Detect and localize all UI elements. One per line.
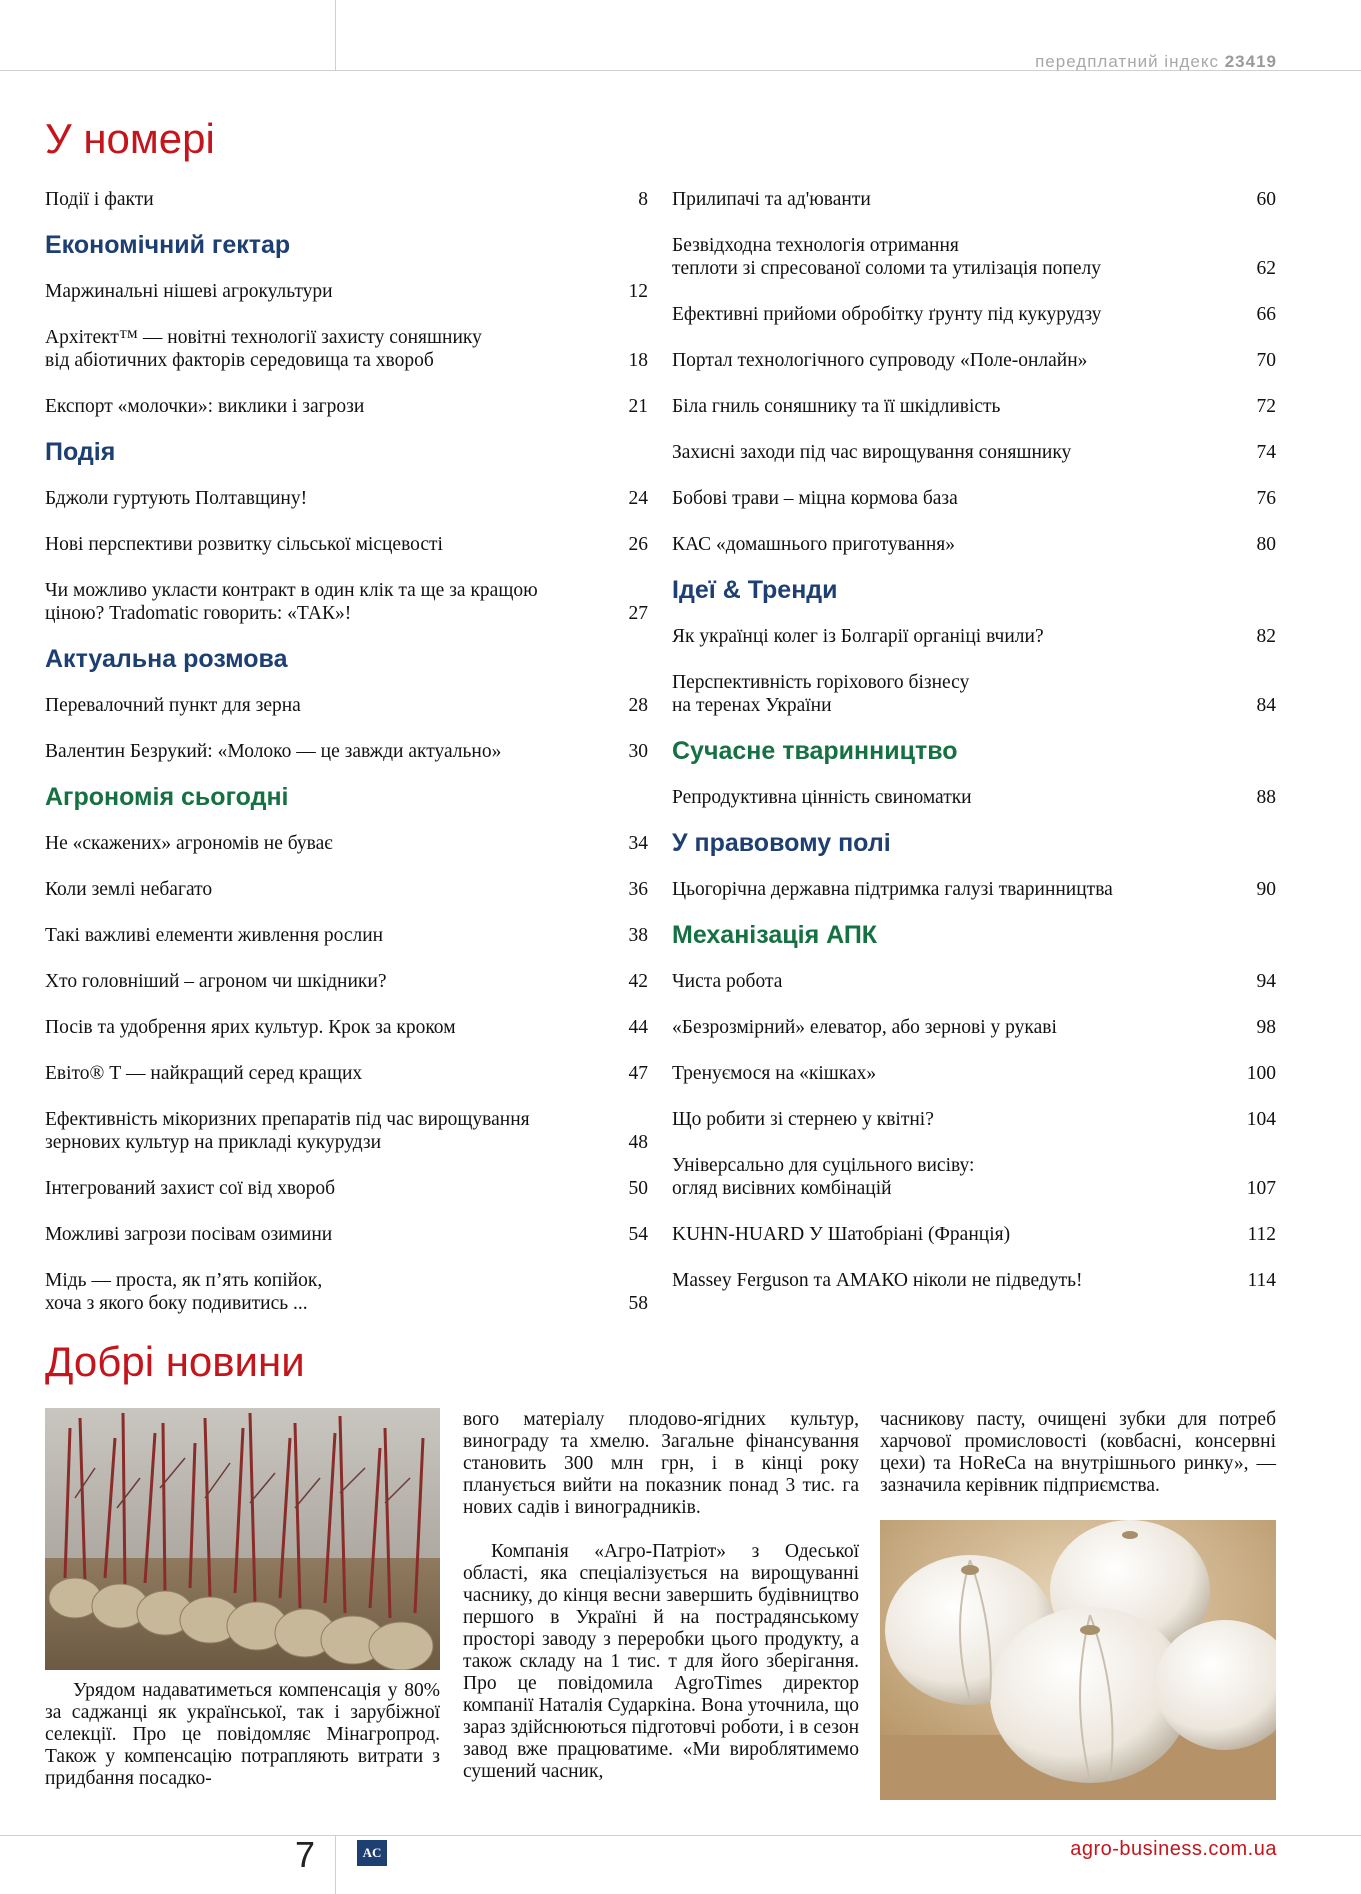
toc-entry-title-line: Хто головніший – агроном чи шкідники?: [45, 971, 387, 992]
toc-entry[interactable]: [672, 1016, 1276, 1039]
toc-entry-page: 94: [1256, 971, 1276, 992]
toc-entry-title-line: Евіто® Т — найкращий серед кращих: [45, 1063, 363, 1084]
toc-entry-title-line: Захисні заходи під час вирощування соняшнику: [672, 442, 1072, 463]
toc-entry-page: 12: [628, 281, 648, 302]
footer-divider: [0, 1835, 1361, 1836]
toc-entry-page: 107: [1246, 1178, 1276, 1199]
toc-entry-title-line: Нові перспективи розвитку сільської місцевості: [45, 534, 443, 555]
toc-section-heading: Ідеї & Тренди: [672, 576, 838, 604]
toc-entry[interactable]: [45, 487, 648, 510]
toc-section-heading: Подія: [45, 438, 116, 466]
toc-entry-title-line: Чи можливо укласти контракт в один клік та ще за кращою: [45, 580, 538, 601]
toc-entry[interactable]: [45, 280, 648, 303]
toc-entry[interactable]: [672, 349, 1276, 372]
footer-divider-vertical: [335, 1835, 336, 1894]
toc-entry-page: 26: [628, 534, 648, 555]
toc-entry[interactable]: [672, 487, 1276, 510]
toc-right-column: [672, 188, 1276, 1315]
toc-entry-title-line: Бобові трави – міцна кормова база: [672, 488, 958, 509]
toc-entry-title-line: Перспективність горіхового бізнесу: [672, 672, 970, 693]
toc-entry[interactable]: [45, 1269, 648, 1315]
toc-entry-title-line: Massey Ferguson та АМАКО ніколи не підведуть!: [672, 1270, 1083, 1291]
toc-entry[interactable]: [672, 395, 1276, 418]
toc-entry[interactable]: [672, 1062, 1276, 1085]
toc-entry[interactable]: [45, 1016, 648, 1039]
toc-entry-page: 114: [1247, 1270, 1276, 1291]
toc-entry[interactable]: [45, 1223, 648, 1246]
toc-entry-page: 18: [628, 350, 648, 371]
toc-entry[interactable]: [45, 1177, 648, 1200]
toc-entry-page: 48: [628, 1132, 648, 1153]
toc-entry-title-line: Такі важливі елементи живлення рослин: [45, 925, 384, 946]
subscription-index: передплатний індекс 23419: [1035, 52, 1277, 71]
news-text-2b: Компанія «Агро-Патріот» з Одеської області, яка спеціалізується на вирощуванні часнику, до кінця весни завершить будівництво першого в Україні й на пострадянському просторі заводу з переробки цього продукту, а також складу на 1 тис. т для його зберігання. Про це повідомила AgroTimes директор компанії Наталія Сударкіна. Вона уточнила, що зараз здійснюються підготовчі роботи, і в сезон завод вже працюватиме. «Ми вироблятимемо сушений часник,: [463, 1541, 859, 1782]
toc-entry-title-line: Інтегрований захист сої від хвороб: [45, 1178, 336, 1199]
news-column-3: [880, 1409, 1276, 1497]
toc-entry-title-line: «Безрозмірний» елеватор, або зернові у рукаві: [672, 1017, 1057, 1038]
news-title: Добрі новини: [45, 1338, 305, 1385]
toc-entry-title-line: Не «скажених» агрономів не буває: [45, 833, 333, 854]
toc-entry[interactable]: [672, 234, 1276, 280]
toc-entry[interactable]: [672, 533, 1276, 556]
toc-entry-title-line: Репродуктивна цінність свиноматки: [672, 787, 972, 808]
toc-entry[interactable]: [672, 625, 1276, 648]
toc-entry[interactable]: [45, 970, 648, 993]
toc-entry[interactable]: [45, 533, 648, 556]
toc-entry-title-line: Що робити зі стернею у квітні?: [672, 1109, 934, 1130]
toc-entry-page: 58: [628, 1293, 648, 1314]
toc-entry[interactable]: [45, 832, 648, 855]
toc-entry-page: 47: [628, 1063, 648, 1084]
toc-entry-page: 54: [628, 1224, 648, 1245]
toc-entry-title-line: зернових культур на прикладі кукурудзи: [45, 1132, 382, 1153]
toc-entry-title-line: Універсально для суцільного висіву:: [672, 1155, 975, 1176]
toc-entry[interactable]: [45, 740, 648, 763]
toc-entry-title-line: Можливі загрози посівам озимини: [45, 1224, 333, 1245]
toc-entry-page: 50: [628, 1178, 648, 1199]
toc-entry-page: 112: [1247, 1224, 1276, 1245]
toc-entry[interactable]: [672, 1154, 1276, 1200]
toc-entry-title-line: Експорт «молочки»: виклики і загрози: [45, 396, 365, 417]
toc-entry-title-line: Портал технологічного супроводу «Поле-онлайн»: [672, 350, 1088, 371]
toc-section-heading: Актуальна розмова: [45, 645, 288, 673]
toc-entry-title-line: ціною? Tradomatic говорить: «ТАК»!: [45, 603, 352, 624]
news-text-2a: вого матеріалу плодово-ягідних культур, винограду та хмелю. Загальне фінансування становить 300 млн грн, і в кінці року планується вийти на показник понад 3 тис. га нових садів і виноградників.: [463, 1409, 859, 1518]
toc-entry[interactable]: [672, 1269, 1276, 1292]
toc-entry-title-line: Тренуємося на «кішках»: [672, 1063, 877, 1084]
toc-entry[interactable]: [672, 878, 1276, 901]
toc-entry[interactable]: [672, 303, 1276, 326]
toc-entry-title-line: Як українці колег із Болгарії органіці вчили?: [672, 626, 1044, 647]
toc-entry[interactable]: [672, 970, 1276, 993]
toc-entry-title-line: хоча з якого боку подивитись ...: [45, 1293, 308, 1314]
toc-entry-page: 27: [628, 603, 648, 624]
toc-entry-page: 72: [1256, 396, 1276, 417]
toc-entry[interactable]: [672, 441, 1276, 464]
toc-entry-page: 62: [1256, 258, 1276, 279]
news-column-1: [45, 1680, 440, 1790]
toc-section-heading: Механізація АПК: [672, 921, 878, 949]
toc-entry-page: 98: [1256, 1017, 1276, 1038]
toc-entry[interactable]: [45, 326, 648, 372]
toc-entry-title-line: Прилипачі та ад'юванти: [672, 189, 871, 210]
toc-entry-title-line: Коли землі небагато: [45, 879, 213, 900]
toc-section-heading: Сучасне тваринництво: [672, 737, 958, 765]
toc-entry-page: 24: [628, 488, 648, 509]
toc-entry-title-line: Маржинальні нішеві агрокультури: [45, 281, 333, 302]
toc-section-heading: У правовому полі: [672, 829, 891, 857]
toc-entry-title-line: Біла гниль соняшнику та її шкідливість: [672, 396, 1001, 417]
toc-entry-page: 100: [1246, 1063, 1276, 1084]
toc-entry[interactable]: [672, 786, 1276, 809]
toc-entry-page: 28: [628, 695, 648, 716]
toc-entry[interactable]: [672, 1108, 1276, 1131]
toc-entry-title-line: теплоти зі спресованої соломи та утилізація попелу: [672, 258, 1101, 279]
header-divider-vertical: [335, 0, 336, 70]
toc-entry-title-line: Бджоли гуртують Полтавщину!: [45, 488, 308, 509]
toc-entry[interactable]: [45, 188, 648, 211]
garlic-photo: [880, 1520, 1276, 1800]
toc-entry-page: 104: [1246, 1109, 1276, 1130]
toc-entry-page: 44: [628, 1017, 648, 1038]
toc-entry-page: 76: [1256, 488, 1276, 509]
toc-entry-title-line: Архітект™ — новітні технології захисту соняшнику: [45, 327, 482, 348]
toc-entry[interactable]: [45, 694, 648, 717]
news-text-3: часникову пасту, очищені зубки для потреб харчової промисловості (ковбасні, консервні цехи) та HoReCa на внутрішнього ринку», — зазначила керівник підприємства.: [880, 1409, 1276, 1496]
toc-entry-title-line: КАС «домашнього приготування»: [672, 534, 955, 555]
toc-entry-title-line: Валентин Безрукий: «Молоко — це завжди актуально»: [45, 741, 502, 762]
news-column-2: [463, 1409, 859, 1783]
magazine-logo-icon: AC: [357, 1840, 387, 1866]
toc-entry-page: 88: [1256, 787, 1276, 808]
toc-entry-title-line: огляд висівних комбінацій: [672, 1178, 892, 1199]
toc-entry[interactable]: [45, 1062, 648, 1085]
toc-entry-page: 80: [1256, 534, 1276, 555]
toc-entry-page: 36: [628, 879, 648, 900]
toc-entry[interactable]: [45, 1108, 648, 1154]
toc-entry-page: 60: [1256, 189, 1276, 210]
toc-entry-title-line: Перевалочний пункт для зерна: [45, 695, 301, 716]
toc-entry-title-line: Цьогорічна державна підтримка галузі тваринництва: [672, 879, 1113, 900]
toc-entry-title-line: KUHN-HUARD У Шатобріані (Франція): [672, 1224, 1011, 1245]
toc-entry[interactable]: [45, 579, 648, 625]
toc-entry-title-line: Посів та удобрення ярих культур. Крок за кроком: [45, 1017, 456, 1038]
toc-entry-page: 38: [628, 925, 648, 946]
toc-entry-page: 42: [628, 971, 648, 992]
toc-entry-page: 34: [628, 833, 648, 854]
toc-entry-title-line: Ефективні прийоми обробітку ґрунту під кукурудзу: [672, 304, 1102, 325]
toc-entry-title-line: Безвідходна технологія отримання: [672, 235, 959, 256]
toc-entry-page: 70: [1256, 350, 1276, 371]
toc-entry-title-line: на теренах України: [672, 695, 832, 716]
toc-entry-page: 21: [628, 396, 648, 417]
toc-entry-page: 74: [1256, 442, 1276, 463]
toc-entry[interactable]: [45, 395, 648, 418]
toc-entry[interactable]: [45, 924, 648, 947]
toc-left-column: [45, 188, 648, 1338]
toc-entry-page: 30: [628, 741, 648, 762]
toc-entry-page: 82: [1256, 626, 1276, 647]
toc-entry-title-line: Ефективність мікоризних препаратів під час вирощування: [45, 1109, 530, 1130]
toc-section-heading: Економічний гектар: [45, 231, 291, 259]
toc-entry[interactable]: [45, 878, 648, 901]
toc-entry-page: 84: [1256, 695, 1276, 716]
news-text-1: Урядом надаватиметься компенсація у 80% за саджанці як української, так і зарубіжної селекції. Про це повідомляє Мінагропрод. Також у компенсацію потрапляють витрати з придбання посадко-: [45, 1680, 440, 1789]
toc-entry[interactable]: [672, 188, 1276, 211]
page-number: 7: [295, 1834, 316, 1875]
toc-entry-title-line: Мідь — проста, як п’ять копійок,: [45, 1270, 323, 1291]
toc-entry-title-line: Події і факти: [45, 189, 154, 210]
toc-entry-page: 8: [638, 189, 648, 210]
seedlings-photo: [45, 1408, 440, 1670]
toc-section-heading: Агрономія сьогодні: [45, 783, 289, 811]
toc-entry-title-line: від абіотичних факторів середовища та хвороб: [45, 350, 434, 371]
toc-entry-page: 90: [1256, 879, 1276, 900]
toc-entry-title-line: Чиста робота: [672, 971, 783, 992]
website-link[interactable]: agro-business.com.ua: [1070, 1838, 1277, 1860]
toc-title: У номері: [45, 115, 215, 162]
toc-entry[interactable]: [672, 1223, 1276, 1246]
toc-entry[interactable]: [672, 671, 1276, 717]
toc-entry-page: 66: [1256, 304, 1276, 325]
